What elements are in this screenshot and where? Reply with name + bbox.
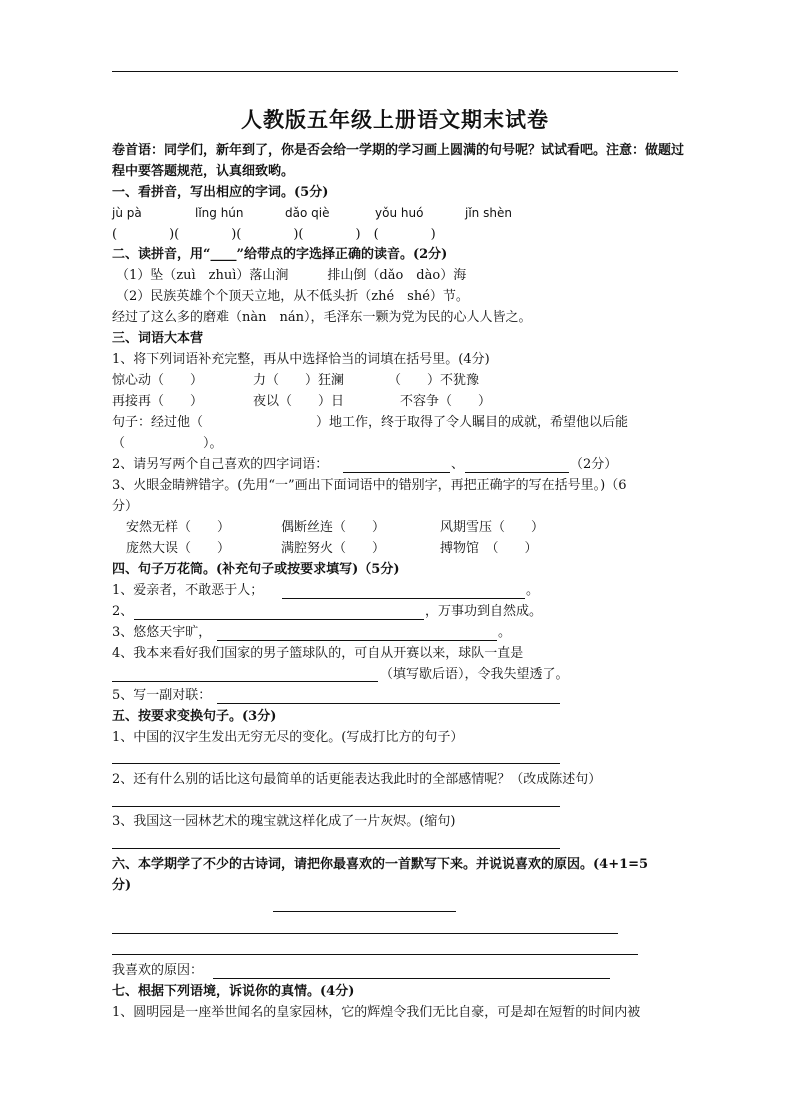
intro-line-2: 程中要答题规范，认真细致哟。 <box>112 164 295 179</box>
section-7-heading: 七、根据下列语境，诉说你的真情。(4分) <box>112 984 355 999</box>
sentence-part-c: （ ）。 <box>112 436 223 451</box>
s4-q3-blank[interactable] <box>217 626 497 641</box>
s4-q1-end: 。 <box>526 583 540 598</box>
reason-label: 我喜欢的原因： <box>112 963 204 978</box>
s4-q5: 5、写一副对联： <box>112 688 212 703</box>
typo-word-1: 安然无样（ ） <box>126 520 231 535</box>
section-6-heading-line-2: 分) <box>112 878 132 893</box>
pinyin-2: lǐng hún <box>195 206 244 220</box>
s2-line-1: （1）坠（zuì zhuì）落山涧 排山倒（dǎo dào）海 <box>116 268 467 283</box>
s5-q3-answer-line[interactable] <box>112 848 560 849</box>
q2-blank-1[interactable] <box>343 458 450 473</box>
poem-line-2[interactable] <box>112 954 638 955</box>
s3-q3-line-1: 3、火眼金睛辨错字。(先用“一”画出下面词语中的错别字，再把正确字的写在括号里。)（6 <box>112 478 627 493</box>
typo-word-3: 风期雪压（ ） <box>440 520 545 535</box>
idiom-1: 惊心动（ ） <box>112 373 204 388</box>
s3-q2: 2、请另写两个自己喜欢的四字词语： <box>112 457 329 472</box>
s4-q2: 2、 <box>112 604 134 619</box>
s4-q1-blank[interactable] <box>282 584 525 599</box>
pinyin-5: jǐn shèn <box>465 206 512 220</box>
s4-q2-end: ，万事功到自然成。 <box>425 604 543 619</box>
idiom-3: （ ）不犹豫 <box>388 373 480 388</box>
s4-q4-line-2: （填写歇后语），令我失望透了。 <box>380 667 569 682</box>
typo-word-6: 搏物馆 （ ） <box>440 541 538 556</box>
sentence-part-b: ）地工作，终于取得了令人瞩目的成就，希望他以后能 <box>316 415 629 430</box>
section-2-heading: 二、读拼音，用“____”给带点的字选择正确的读音。(2分) <box>112 247 448 262</box>
s5-q3: 3、我国这一园林艺术的瑰宝就这样化成了一片灰烬。(缩句) <box>112 814 456 829</box>
typo-word-4: 庞然大误（ ） <box>126 541 231 556</box>
reason-blank[interactable] <box>213 964 610 979</box>
page-title: 人教版五年级上册语文期末试卷 <box>241 107 549 132</box>
idiom-4: 再接再（ ） <box>112 394 204 409</box>
q2-score: （2分） <box>570 457 618 472</box>
section-5-heading: 五、按要求变换句子。(3分) <box>112 709 277 724</box>
idiom-6: 不容争（ ） <box>400 394 492 409</box>
s7-q1: 1、圆明园是一座举世闻名的皇家园林，它的辉煌令我们无比自豪，可是却在短暂的时间内被 <box>112 1005 641 1020</box>
s2-line-2: （2）民族英雄个个顶天立地，从不低头折（zhé shé）节。 <box>116 289 469 304</box>
s4-q4-line-1: 4、我本来看好我们国家的男子篮球队的，可自从开赛以来，球队一直是 <box>112 646 524 661</box>
s5-q2-answer-line[interactable] <box>112 806 560 807</box>
q2-separator: 、 <box>451 457 465 472</box>
s4-q3-end: 。 <box>498 625 512 640</box>
typo-word-2: 偶断丝连（ ） <box>281 520 386 535</box>
s2-line-3: 经过了这么多的磨难（nàn nán），毛泽东一颗为党为民的心人人皆之。 <box>112 310 532 325</box>
s5-q1-answer-line[interactable] <box>112 763 560 764</box>
pinyin-3: dǎo qiè <box>285 206 330 220</box>
pinyin-1: jù pà <box>112 206 142 220</box>
s4-q5-blank[interactable] <box>217 689 560 704</box>
q2-blank-2[interactable] <box>465 458 569 473</box>
section-6-heading-line-1: 六、本学期学了不少的古诗词，请把你最喜欢的一首默写下来。并说说喜欢的原因。(4+1=5 <box>112 857 649 872</box>
sentence-part-a: 句子：经过他（ <box>112 415 204 430</box>
top-rule <box>112 71 678 72</box>
s5-q1: 1、中国的汉字生发出无穷无尽的变化。(写成打比方的句子） <box>112 730 464 745</box>
section-4-heading: 四、句子万花筒。(补充句子或按要求填写)（5分) <box>112 562 400 577</box>
section-3-heading: 三、词语大本营 <box>112 331 204 346</box>
idiom-5: 夜以（ ）日 <box>253 394 345 409</box>
s3-q3-line-2: 分） <box>112 499 139 514</box>
pinyin-4: yǒu huó <box>375 206 424 220</box>
s4-q3: 3、悠悠天宇旷， <box>112 625 212 640</box>
typo-word-5: 满腔努火（ ） <box>281 541 386 556</box>
intro-line-1: 卷首语：同学们，新年到了，你是否会给一学期的学习画上圆满的句号呢？试试看吧。注意：做题过 <box>112 143 685 158</box>
s4-q1: 1、爱亲者，不敢恶于人； <box>112 583 264 598</box>
s4-q2-blank[interactable] <box>134 605 424 620</box>
s4-q4-blank[interactable] <box>112 667 378 682</box>
section-1-heading: 一、看拼音，写出相应的字词。(5分) <box>112 185 329 200</box>
poem-title-line[interactable] <box>273 911 456 912</box>
idiom-2: 力（ ）狂澜 <box>253 373 345 388</box>
answer-brackets: ( )( )( )( ) ( ) <box>112 227 436 242</box>
poem-line-1[interactable] <box>112 933 618 934</box>
s3-q1: 1、将下列词语补充完整，再从中选择恰当的词填在括号里。(4分) <box>112 352 490 367</box>
s5-q2: 2、还有什么别的话比这句最简单的话更能表达我此时的全部感情呢？（改成陈述句） <box>112 772 602 787</box>
